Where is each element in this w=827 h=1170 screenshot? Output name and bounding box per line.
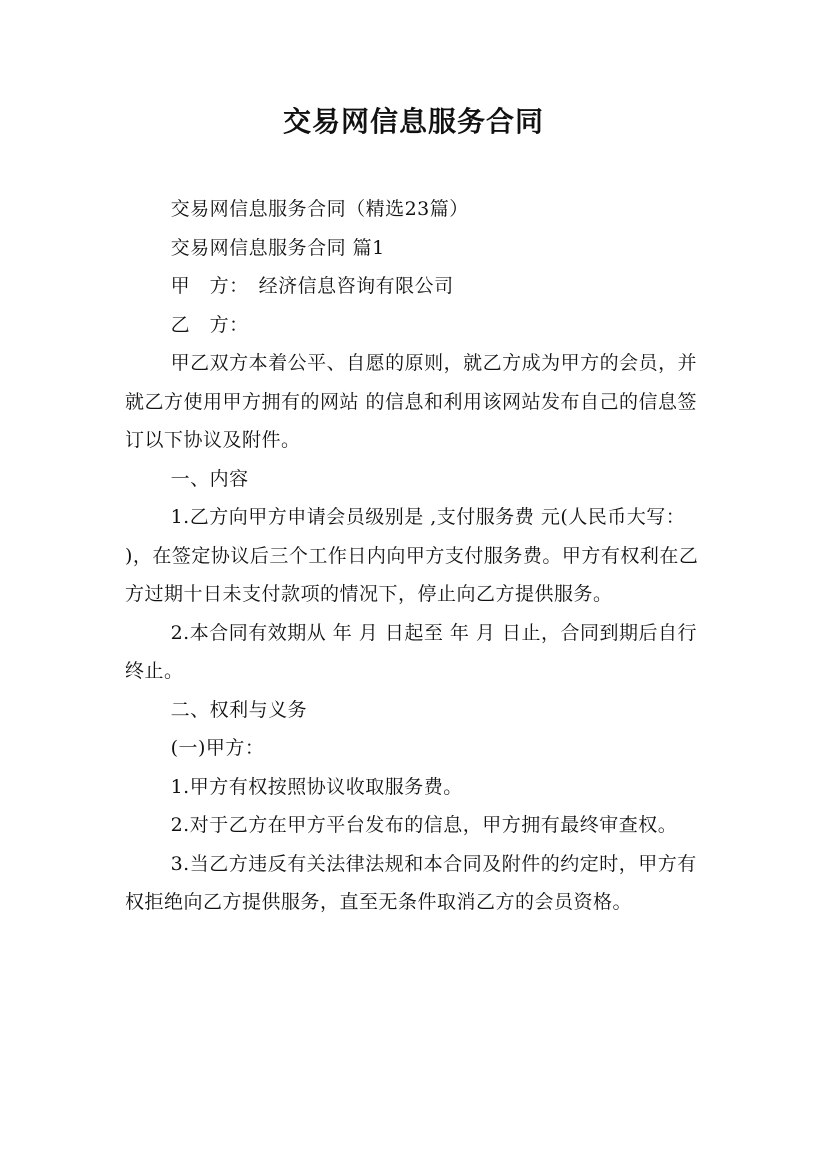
subsection-heading-party-a: (一)甲方： bbox=[170, 737, 265, 759]
clause-2-3: 3.当乙方违反有关法律法规和本合同及附件的约定时，甲方有权拒绝向乙方提供服务，直至无条件取消乙方的会员资格。 bbox=[125, 852, 697, 913]
party-a-line: 甲 方： 经济信息咨询有限公司 bbox=[170, 275, 454, 297]
clause-2-1: 1.甲方有权按照协议收取服务费。 bbox=[170, 775, 463, 798]
clause-1-2: 2.本合同有效期从 年 月 日起至 年 月 日止，合同到期后自行终止。 bbox=[125, 621, 697, 682]
party-b-line: 乙 方： bbox=[170, 313, 249, 336]
paragraph-heading-collection: 交易网信息服务合同（精选23篇） bbox=[170, 198, 469, 220]
paragraph-preamble: 甲乙双方本着公平、自愿的原则，就乙方成为甲方的会员，并就乙方使用甲方拥有的网站 的信息和利用该网站发布自己的信息签订以下协议及附件。 bbox=[125, 352, 698, 451]
clause-1-1: 1.乙方向甲方申请会员级别是 ,支付服务费 元(人民币大写： )，在签定协议后三个工作日内向甲方支付服务费。甲方有权利在乙方过期十日未支付款项的情况下，停止向乙方提供服务。 bbox=[125, 506, 699, 605]
document-title: 交易网信息服务合同 bbox=[282, 105, 544, 138]
section-heading-rights: 二、权利与义务 bbox=[170, 698, 308, 721]
document-body bbox=[125, 190, 715, 922]
section-heading-content: 一、内容 bbox=[170, 467, 249, 490]
paragraph-heading-part1: 交易网信息服务合同 篇1 bbox=[170, 236, 385, 259]
clause-2-2: 2.对于乙方在甲方平台发布的信息，甲方拥有最终审查权。 bbox=[170, 814, 678, 836]
